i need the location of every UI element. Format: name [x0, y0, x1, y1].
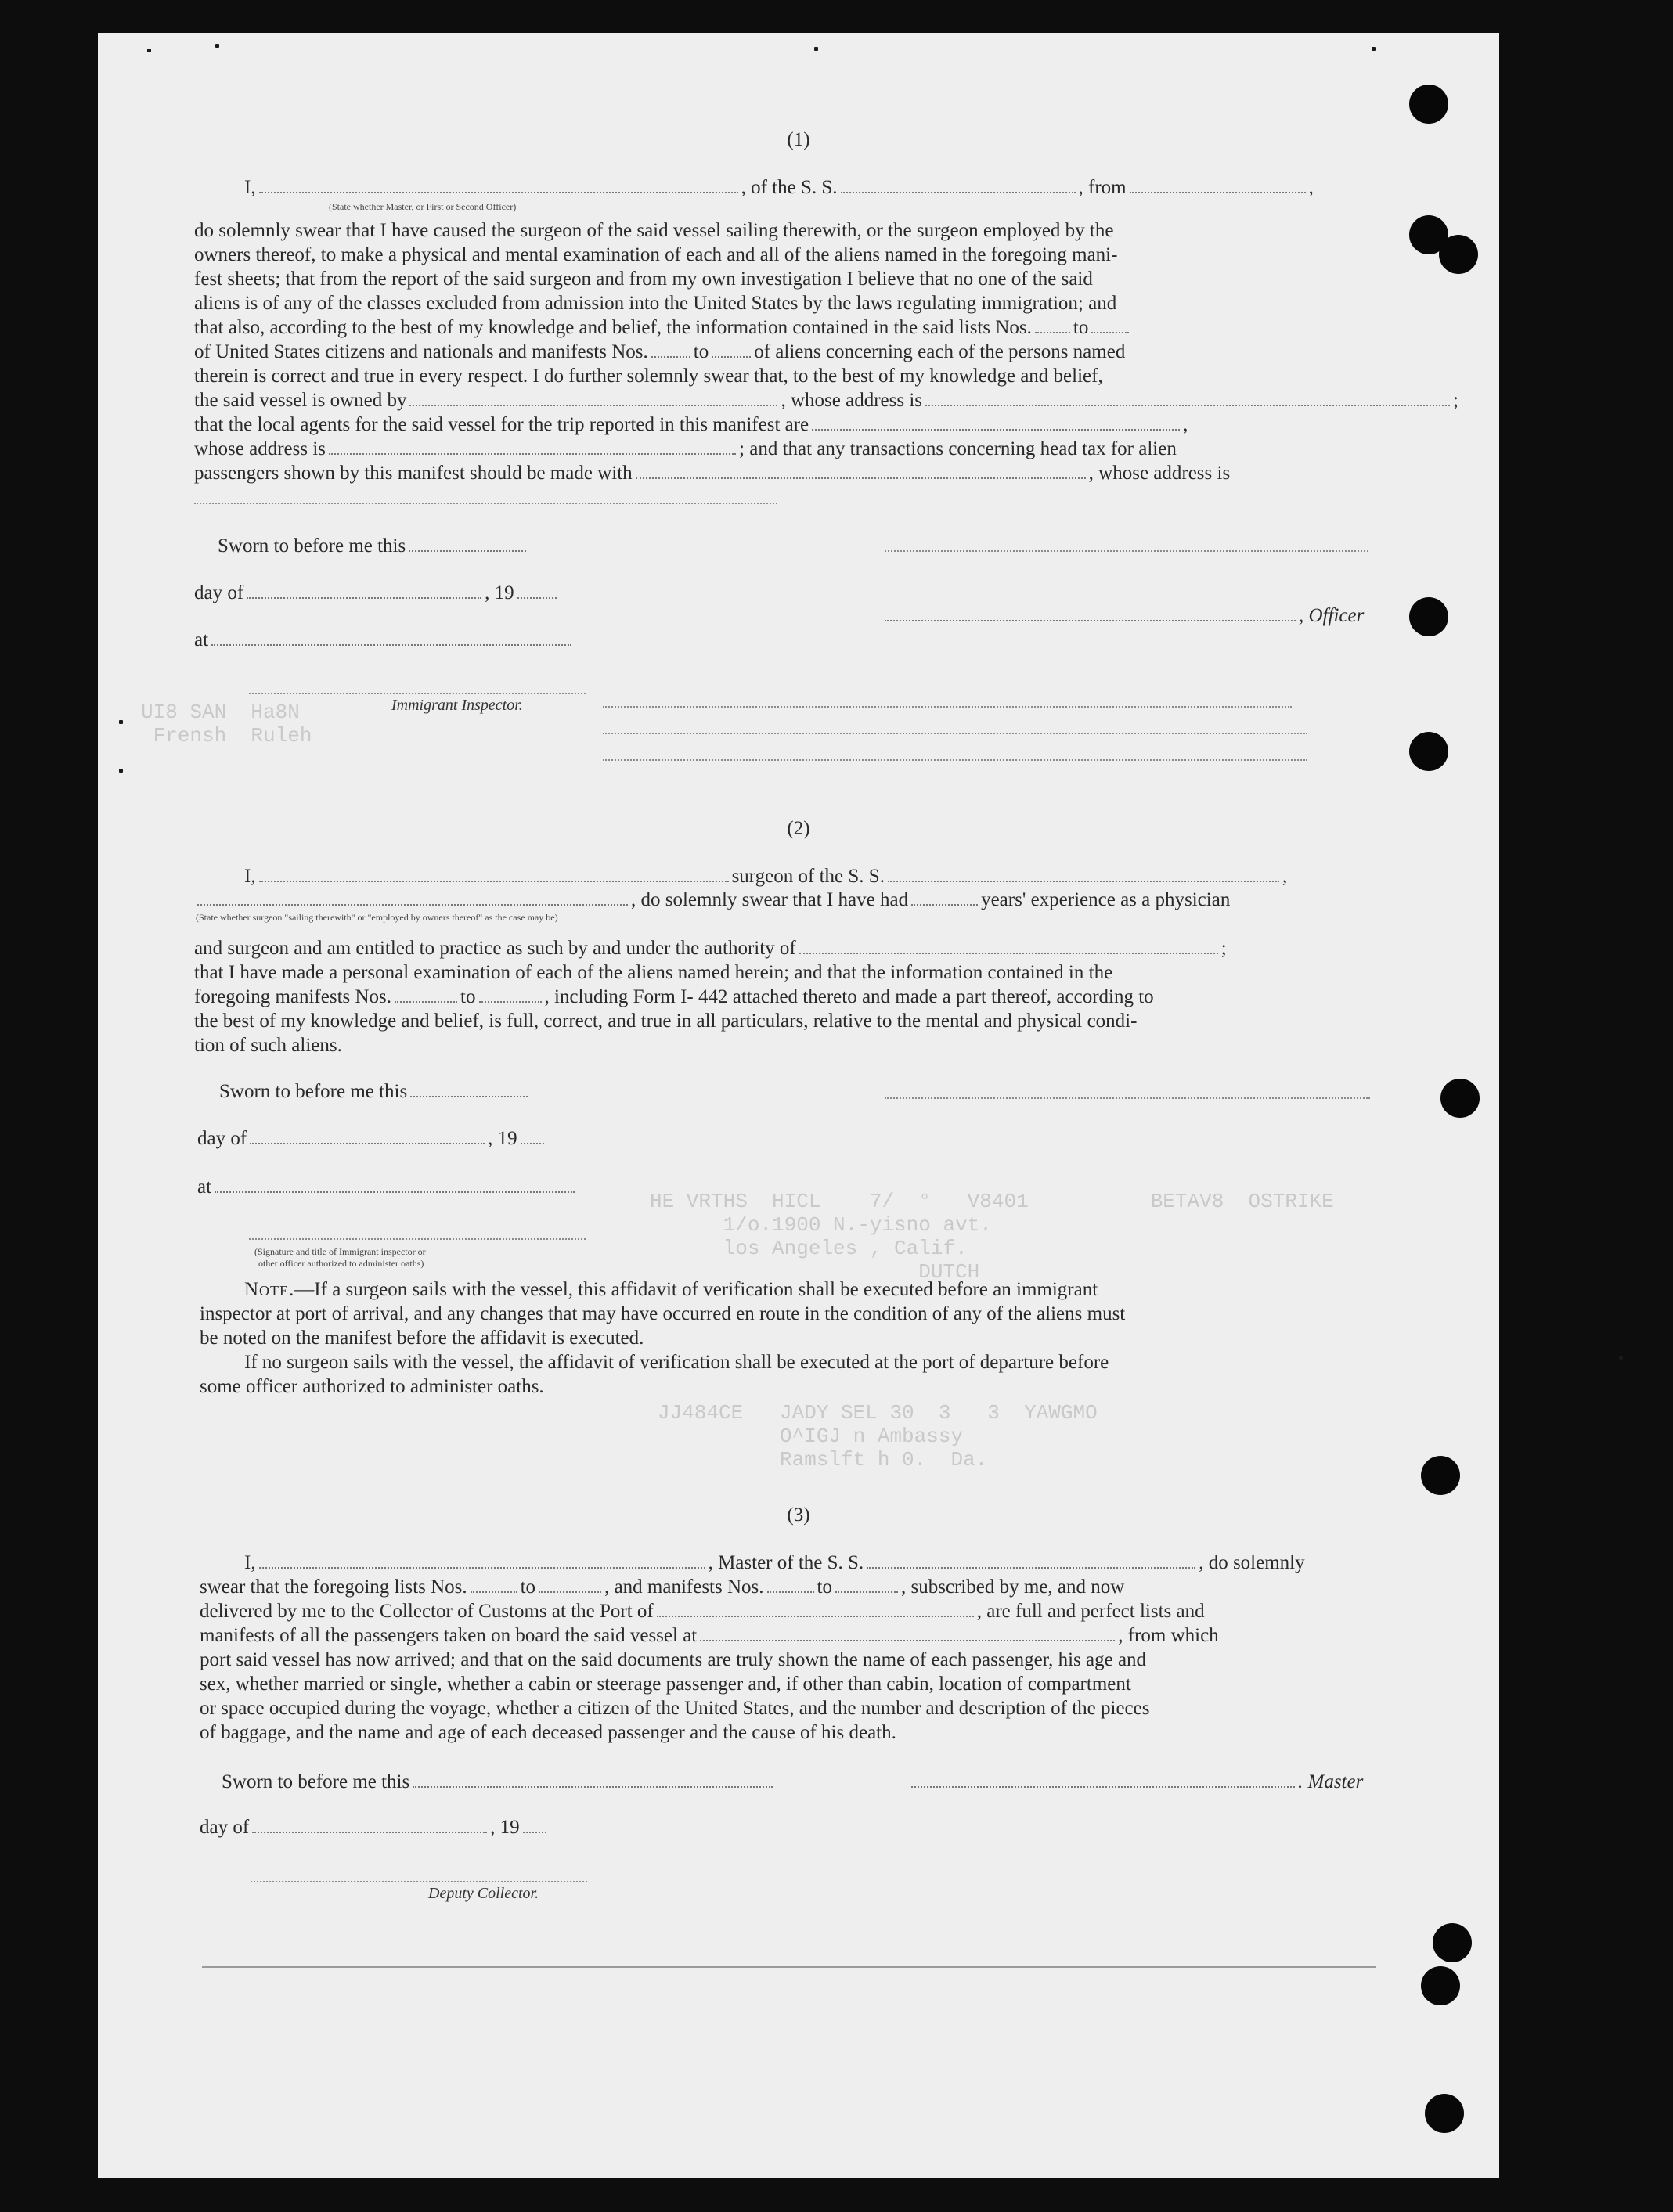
binder-hole — [1421, 1456, 1460, 1495]
note-line-5: some officer authorized to administer oaths. — [200, 1376, 544, 1397]
binder-hole — [1433, 1923, 1472, 1962]
sec1-line-5: aliens is of any of the classes excluded from admission into the United States by the laws regulating immigration; and — [194, 293, 1117, 314]
binder-hole — [1409, 85, 1448, 124]
sec1-line-3: owners thereof, to make a physical and mental examination of each and all of the aliens named in the foregoing mani- — [194, 244, 1118, 265]
binder-hole — [1440, 1079, 1480, 1118]
sec3-line-8: of baggage, and the name and age of each deceased passenger and the cause of his death. — [200, 1722, 896, 1743]
sec1-line-8: therein is correct and true in every respect. I do further solemnly swear that, to the best of my knowledge and belief, — [194, 366, 1103, 387]
binder-hole — [1425, 2094, 1464, 2133]
sec2-surgeon-hint: (State whether surgeon "sailing therewith" or "employed by owners thereof" as the case may be) — [196, 912, 558, 923]
sec1-day-of: day of , 19 — [194, 582, 560, 605]
binder-hole — [1409, 597, 1448, 636]
sec1-extra-line — [603, 706, 1292, 708]
sec1-line-6: that also, according to the best of my knowledge and belief, the information contained in the said lists Nos. to — [194, 316, 1132, 340]
sec3-line-3: delivered by me to the Collector of Customs at the Port of , are full and perfect lists and — [200, 1601, 1205, 1622]
section-3-heading: (3) — [787, 1504, 810, 1526]
sec1-line-9: the said vessel is owned by , whose address is ; — [194, 390, 1458, 411]
sec2-line-7: tion of such aliens. — [194, 1035, 342, 1056]
sec1-extra-line — [603, 759, 1307, 761]
sec2-line-5: foregoing manifests Nos. to , including Form I- 442 attached thereto and made a part thereof, according to — [194, 986, 1154, 1007]
note-label: Note. — [244, 1279, 295, 1300]
sec1-line-7: of United States citizens and nationals and manifests Nos. to of aliens concerning each of the persons named — [194, 341, 1126, 362]
note-line-4: If no surgeon sails with the vessel, the affidavit of verification shall be executed at the port of departure before — [244, 1352, 1109, 1373]
sec3-line-1: I, , Master of the S. S. , do solemnly — [244, 1552, 1305, 1573]
sec3-day-of: day of , 19 — [200, 1816, 550, 1839]
sec1-inspector-label: Immigrant Inspector. — [391, 697, 523, 714]
sec1-officer-signature-line[interactable] — [885, 550, 1368, 552]
binder-hole — [1439, 235, 1478, 274]
binder-hole — [1421, 1966, 1460, 2005]
sec2-at: at — [197, 1176, 578, 1199]
sec1-at: at — [194, 629, 575, 652]
sec2-line-6: the best of my knowledge and belief, is full, correct, and true in all particulars, relative to the mental and physical condi- — [194, 1011, 1138, 1032]
speck — [814, 47, 818, 51]
speck — [215, 44, 219, 48]
sec3-line-5: port said vessel has now arrived; and that on the said documents are truly shown the name of each passenger, his age and — [200, 1649, 1147, 1670]
bleed-through-text: UI8 SAN Ha8N Frensh Ruleh — [141, 701, 312, 748]
sec1-line-2: do solemnly swear that I have caused the surgeon of the said vessel sailing therewith, or the surgeon employed by the — [194, 220, 1114, 241]
sec2-sig-hint-2: other officer authorized to administer oaths) — [258, 1258, 424, 1269]
sec1-line-4: fest sheets; that from the report of the said surgeon and from my own investigation I believe that no one of the said — [194, 268, 1093, 290]
sec3-line-6: sex, whether married or single, whether a cabin or steerage passenger and, if other than cabin, location of compartment — [200, 1673, 1131, 1695]
speck — [119, 769, 123, 773]
binder-hole — [1409, 732, 1448, 771]
sec2-officer-line[interactable] — [249, 1238, 586, 1240]
sec3-master: . Master — [908, 1771, 1363, 1794]
sec3-line-7: or space occupied during the voyage, whether a citizen of the United States, and the number and description of the pieces — [200, 1698, 1150, 1719]
sec1-line-10: that the local agents for the said vessel for the trip reported in this manifest are , — [194, 414, 1188, 435]
sec1-sworn: Sworn to before me this — [218, 535, 529, 558]
sec3-line-4: manifests of all the passengers taken on board the said vessel at , from which — [200, 1625, 1219, 1646]
speck — [147, 49, 151, 52]
speck — [119, 720, 123, 724]
sec3-sworn: Sworn to before me this — [222, 1771, 776, 1794]
sec2-signature-line[interactable] — [885, 1097, 1370, 1099]
sec1-extra-line — [603, 733, 1307, 734]
sec3-collector-line[interactable] — [251, 1881, 587, 1882]
speck — [1372, 47, 1376, 51]
sec2-line-2: , do solemnly swear that I have had years' experience as a physician — [194, 888, 1230, 912]
sec1-line-1: I, , of the S. S. , from , — [244, 177, 1314, 198]
bottom-rule — [202, 1966, 1376, 1968]
note-line-1: Note.—If a surgeon sails with the vessel, this affidavit of verification shall be executed before an immigrant — [244, 1279, 1098, 1300]
sec2-day-of: day of , 19 — [197, 1127, 547, 1151]
sec3-line-2: swear that the foregoing lists Nos. to , and manifests Nos. to , subscribed by me, and now — [200, 1576, 1125, 1598]
speck — [1619, 1356, 1623, 1360]
sec2-line-4: that I have made a personal examination of each of the aliens named herein; and that the information contained in the — [194, 962, 1113, 983]
sec1-officer-hint: (State whether Master, or First or Second Officer) — [329, 201, 517, 212]
section-2-heading: (2) — [787, 818, 810, 839]
bleed-through-text: HE VRTHS HICL 7/ ° V8401 BETAV8 OSTRIKE 1/o.1900 N.-yisno avt. los Angeles , Calif. DUTCH — [650, 1190, 1334, 1284]
sec2-line-3: and surgeon and am entitled to practice as such by and under the authority of ; — [194, 938, 1227, 959]
note-line-3: be noted on the manifest before the affidavit is executed. — [200, 1328, 644, 1349]
sec2-sworn: Sworn to before me this — [219, 1080, 531, 1104]
sec2-line-1: I, surgeon of the S. S. , — [244, 866, 1288, 887]
note-line-2: inspector at port of arrival, and any changes that may have occurred en route in the condition of any of the aliens must — [200, 1303, 1126, 1324]
section-1-heading: (1) — [787, 129, 810, 150]
sec1-inspector-line[interactable] — [249, 693, 586, 694]
sec2-sig-hint-1: (Signature and title of Immigrant inspector or — [254, 1246, 426, 1257]
sec3-collector-label: Deputy Collector. — [428, 1885, 539, 1902]
sec1-officer: , Officer — [882, 604, 1364, 628]
sec1-line-12: passengers shown by this manifest should be made with , whose address is — [194, 463, 1231, 484]
sec1-address-line — [194, 503, 777, 504]
sec1-line-11: whose address is ; and that any transactions concerning head tax for alien — [194, 438, 1177, 459]
bleed-through-text: JJ484CE JADY SEL 30 3 3 YAWGMO O^IGJ n Ambassy Ramslft h 0. Da. — [658, 1401, 1098, 1472]
